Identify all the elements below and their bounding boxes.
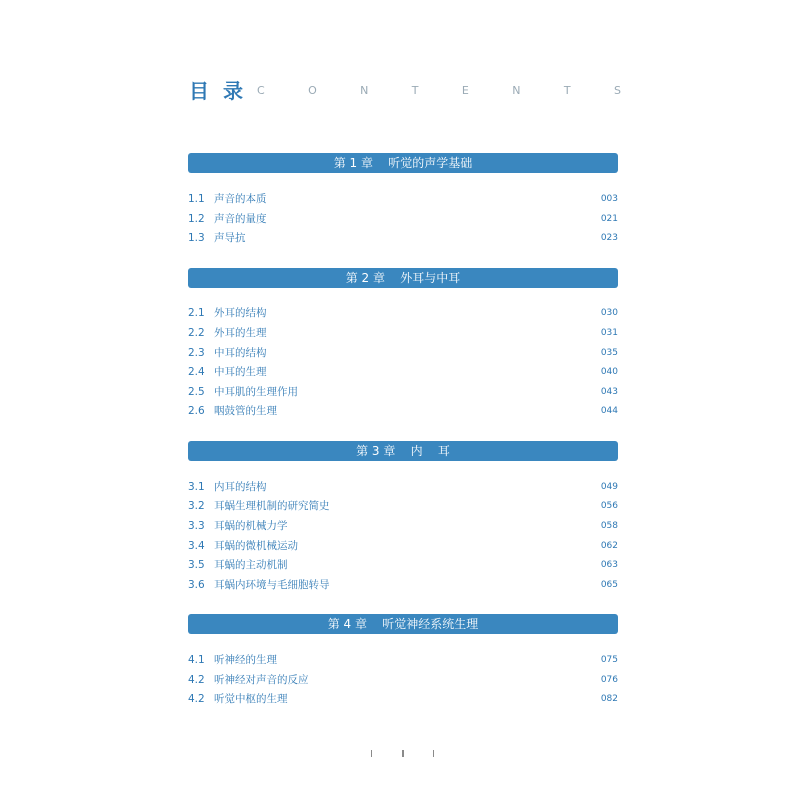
entry-title: 中耳的结构 xyxy=(214,347,267,359)
toc-entry[interactable] xyxy=(188,345,618,361)
toc-entry[interactable] xyxy=(188,691,618,707)
title-en-letter: O xyxy=(308,84,317,97)
toc-entry[interactable] xyxy=(188,325,618,341)
toc-entry[interactable] xyxy=(188,191,618,207)
footer-tick xyxy=(433,750,434,757)
entry-page: 082 xyxy=(600,694,618,704)
entry-page: 058 xyxy=(600,521,618,531)
toc-entry[interactable] xyxy=(188,230,618,246)
footer-tick xyxy=(371,750,372,757)
title-en-letter: N xyxy=(512,84,521,97)
entry-page: 063 xyxy=(600,560,618,570)
title-en-letter: C xyxy=(257,84,265,97)
entry-page: 031 xyxy=(600,328,618,338)
entry-page: 040 xyxy=(600,367,618,377)
title-en-letter: N xyxy=(360,84,369,97)
entry-page: 062 xyxy=(600,541,618,551)
entry-title: 中耳肌的生理作用 xyxy=(214,386,298,398)
chapter-heading-2[interactable]: 第 2 章 外耳与中耳 xyxy=(188,268,618,288)
entry-title: 听觉中枢的生理 xyxy=(214,693,288,705)
toc-entry[interactable] xyxy=(188,211,618,227)
entry-number: 2.3 xyxy=(188,347,205,359)
entry-page: 076 xyxy=(600,675,618,685)
entry-title: 耳蜗生理机制的研究简史 xyxy=(214,500,330,512)
entry-number: 1.2 xyxy=(188,213,205,225)
toc-entry[interactable] xyxy=(188,403,618,419)
chapter-heading-3[interactable]: 第 3 章 内 耳 xyxy=(188,441,618,461)
entry-number: 2.1 xyxy=(188,307,205,319)
toc-entry[interactable] xyxy=(188,557,618,573)
entry-title: 声音的本质 xyxy=(214,193,267,205)
entry-number: 3.5 xyxy=(188,559,205,571)
toc-entry[interactable] xyxy=(188,364,618,380)
entry-number: 3.1 xyxy=(188,481,205,493)
toc-entry[interactable] xyxy=(188,498,618,514)
chapter-heading-4[interactable]: 第 4 章 听觉神经系统生理 xyxy=(188,614,618,634)
entry-number: 1.3 xyxy=(188,232,205,244)
entry-page: 056 xyxy=(600,501,618,511)
entry-number: 3.4 xyxy=(188,540,205,552)
toc-entry[interactable] xyxy=(188,479,618,495)
title-en-letter: T xyxy=(563,84,571,97)
entry-number: 4.1 xyxy=(188,654,205,666)
entry-page: 035 xyxy=(600,348,618,358)
footer-tick xyxy=(403,750,404,757)
entry-number: 1.1 xyxy=(188,193,205,205)
entry-title: 内耳的结构 xyxy=(214,481,267,493)
entry-page: 049 xyxy=(600,482,618,492)
entry-title: 耳蜗的主动机制 xyxy=(214,559,288,571)
entry-title: 外耳的结构 xyxy=(214,307,267,319)
entry-number: 2.6 xyxy=(188,405,205,417)
title-en-letter: T xyxy=(411,84,419,97)
toc-entry[interactable] xyxy=(188,518,618,534)
toc-entry[interactable] xyxy=(188,538,618,554)
toc-entry[interactable] xyxy=(188,652,618,668)
page-title: 目录 xyxy=(189,79,257,103)
entry-page: 023 xyxy=(600,233,618,243)
entry-page: 043 xyxy=(600,387,618,397)
entry-page: 044 xyxy=(600,406,618,416)
entry-number: 4.2 xyxy=(188,674,205,686)
entry-page: 003 xyxy=(600,194,618,204)
page-header xyxy=(189,78,621,106)
entry-page: 065 xyxy=(600,580,618,590)
entry-page: 075 xyxy=(600,655,618,665)
entry-number: 2.2 xyxy=(188,327,205,339)
entry-number: 2.5 xyxy=(188,386,205,398)
entry-page: 021 xyxy=(600,214,618,224)
entry-number: 4.2 xyxy=(188,693,205,705)
entry-title: 咽鼓管的生理 xyxy=(214,405,277,417)
entry-title: 声音的量度 xyxy=(214,213,267,225)
entry-title: 听神经的生理 xyxy=(214,654,277,666)
toc-entry[interactable] xyxy=(188,577,618,593)
entry-page: 030 xyxy=(600,308,618,318)
entry-title: 耳蜗内环境与毛细胞转导 xyxy=(214,579,330,591)
entry-title: 外耳的生理 xyxy=(214,327,267,339)
toc-entry[interactable] xyxy=(188,384,618,400)
toc-entry[interactable] xyxy=(188,305,618,321)
entry-title: 耳蜗的微机械运动 xyxy=(214,540,298,552)
entry-title: 中耳的生理 xyxy=(214,366,267,378)
page-title-en xyxy=(257,83,621,99)
chapter-heading-1[interactable]: 第 1 章 听觉的声学基础 xyxy=(188,153,618,173)
entry-number: 3.6 xyxy=(188,579,205,591)
entry-number: 2.4 xyxy=(188,366,205,378)
entry-title: 听神经对声音的反应 xyxy=(214,674,309,686)
entry-title: 耳蜗的机械力学 xyxy=(214,520,288,532)
toc-entry[interactable] xyxy=(188,672,618,688)
entry-number: 3.3 xyxy=(188,520,205,532)
title-en-letter: E xyxy=(461,84,469,97)
entry-number: 3.2 xyxy=(188,500,205,512)
title-en-letter: S xyxy=(613,84,621,97)
entry-title: 声导抗 xyxy=(214,232,246,244)
